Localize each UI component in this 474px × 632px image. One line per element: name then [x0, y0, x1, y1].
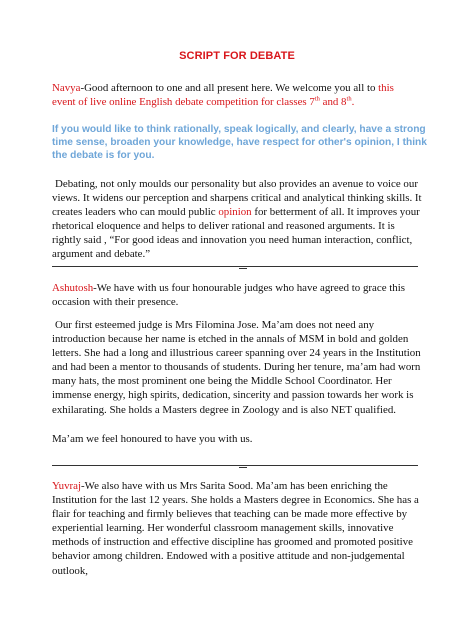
honoured-paragraph: Ma’am we feel honoured to have you with us.: [52, 433, 253, 445]
intro-sup-2: th: [346, 95, 352, 103]
ashutosh-paragraph: [52, 281, 420, 309]
ashutosh-text: -We have with us four honourable judges who have agreed to grace this occasion with their presence.: [52, 282, 405, 309]
document-title: SCRIPT FOR DEBATE: [179, 50, 295, 62]
intro-sup-1: th: [314, 95, 320, 103]
debating-paragraph: [52, 177, 422, 262]
intro-text-d: and 8: [319, 96, 347, 109]
speaker-navya: Navya: [52, 82, 81, 94]
intro-text-c: event of live online English debate competition for classes 7: [52, 96, 315, 109]
intro-text-b: this: [378, 82, 394, 94]
divider-mark: [239, 465, 247, 468]
judge1-paragraph: Our first esteemed judge is Mrs Filomina Jose. Ma’am does not need any introduction because her name is etched in the annals of MSM in bold and golden letters. She had a long and illustrious career spanning over 24 years in the Institution and had been a mentor to thousands of students. During her tenure, ma’am had worn many hats, the most prominent one being the Middle School Coordinator. Her immense energy, high spirits, dedication, sincerity and passion towards her work is exhilarating. She holds a Masters degree in Zoology and is also NET qualified.: [52, 319, 421, 416]
yuvraj-paragraph: [52, 479, 424, 578]
section-divider-2: [52, 465, 418, 466]
intro-paragraph: [52, 81, 422, 109]
debating-text-b: for betterment of all. It improves your rhetorical eloquence and helps to deliver rational and reasoned arguments. It is rightly said , “For good ideas and innovation you need human interaction, conflict, argument and debate.”: [52, 206, 420, 261]
intro-text-e: .: [351, 96, 355, 109]
intro-text-a: -Good afternoon to one and all present here. We welcome you all to: [80, 82, 379, 94]
speaker-ashutosh: Ashutosh: [52, 282, 94, 294]
debating-text-a: Debating, not only moulds our personality but also provides an avenue to voice our views. It widens our perception and sharpens critical and analytical thinking skills. It creates leaders who can mould public: [52, 178, 422, 219]
divider-mark: [239, 266, 247, 269]
speaker-yuvraj: Yuvraj: [52, 480, 82, 492]
debating-highlight: opinion: [218, 206, 252, 219]
blue-quote-paragraph: If you would like to think rationally, speak logically, and clearly, have a strong time sense, broaden your knowledge, have respect for other's opinion, I think the debate is for you.: [52, 124, 427, 162]
section-divider-1: [52, 266, 418, 267]
yuvraj-text: -We also have with us Mrs Sarita Sood. Ma’am has been enriching the Institution for the last 12 years. She holds a Masters degree in Economics. She has a flair for teaching and firmly believes that teaching can be made more effective by experiential learning. Her wonderful classroom management skills, innovative methods of instruction and effective discipline has groomed and promoted positive behavior among children. Endowed with a positive attitude and non-judgemental outlook,: [52, 480, 419, 577]
